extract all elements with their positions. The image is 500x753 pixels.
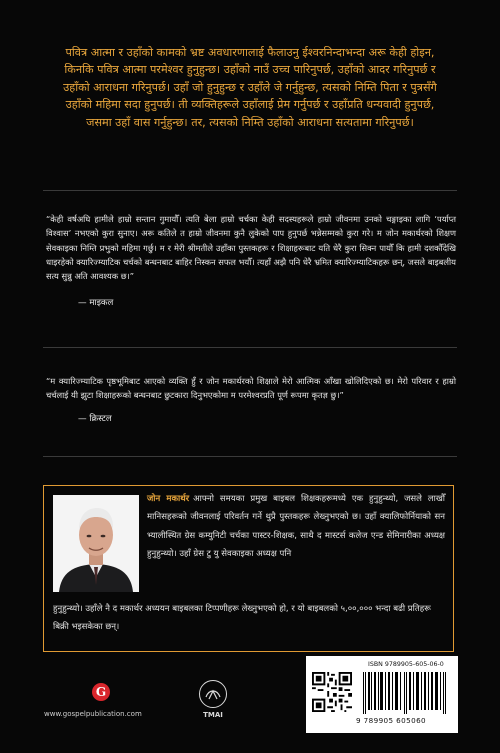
- author-bio-bottom: हुनुहुन्थ्यो। उहाँले नै द मकार्थर अध्ययन बाइबलका टिप्पणीहरू लेख्नुभएको हो, र यो बाइबलको ५,००,००० भन्दा बढी प्रतिहरू बिक्री भइसकेका छन्।: [53, 604, 431, 633]
- testimonial-quote: “म क्यारिज्म्याटिक पृष्ठभूमिबाट आएको व्यक्ति हुँ र जोन मकार्थरको शिक्षाले मेरो आत्मिक आँखा खोलिदिएको छ। मेरो परिवार र हाम्रो चर्चलाई यी झुटा शिक्षाहरूको बन्धनबाट छुटकारा दिनुभएकोमा म परमेश्वरप्रति पूर्ण रूपमा कृतज्ञ छु।”: [46, 376, 456, 401]
- testimonial-author: — क्रिस्टल: [78, 414, 112, 424]
- testimonial-quote: “केही वर्षअघि हामीले हाम्रो सन्तान गुमायौँ। त्यति बेला हाम्रो चर्चका केही सदस्यहरूले हाम्रो जीवनमा उनको चङ्गाइका लागि ‘पर्याप्त विश्वास’ नभएको कुरा सुनाए। अरू कतिले त हाम्रो जीवनमा कुनै लुकेको पाप हुनुपर्छ भन्नेसम्मको कुरा गरे। म जोन मकार्थरको शिक्षण सेवकाइका निम्ति प्रभुको महिमा गर्छु। म र मेरी श्रीमतीले उहाँका पुस्तकहरू र शिक्षाहरूबाट यति धेरै कुरा सिक्न पायौँ कि हामी दशकौँदेखि धाइरहेको क्यारिज्म्याटिक चर्चको बन्धनबाट बाहिर निस्कन सफल भयौँ। त्यहाँ अझै पनि धेरै भ्रमित क्यारिज्म्याटिकहरू छन्, जसले बाइबलीय सत्य सुन्नु अति आवश्यक छ।”: [46, 214, 456, 282]
- author-name: जोन मकार्थर: [147, 494, 190, 504]
- testimonial-author: — माइकल: [78, 298, 114, 308]
- barcode-icon: [361, 672, 451, 714]
- tmai-logo-icon: [199, 680, 227, 708]
- author-bio-text: आफ्नो समयका प्रमुख बाइबल शिक्षकहरूमध्ये एक हुनुहुन्थ्यो, जसले लाखौँ मानिसहरूको जीवनलाई परिवर्तन गर्ने थुप्रै पुस्तकहरू लेख्नुभएको छ। उहाँ क्यालिफोर्नियाको सन भ्यालीस्थित ग्रेस कम्युनिटी चर्चका पास्टर-शिक्षक, साथै द मास्टर्स कलेज एन्ड सेमिनारीका अध्यक्ष हुनुहुन्थ्यो। उहाँ ग्रेस टु यु सेवकाइका अध्यक्ष पनि: [147, 494, 445, 559]
- publisher-logo-icon: G: [92, 683, 110, 701]
- divider: [43, 190, 457, 191]
- author-bio-top: [147, 490, 445, 563]
- tmai-label: TMAI: [203, 711, 223, 719]
- divider: [43, 456, 457, 457]
- author-photo: [53, 495, 139, 592]
- publisher-website: www.gospelpublication.com: [44, 710, 142, 718]
- divider: [43, 347, 457, 348]
- barcode-number: 9 789905 605060: [356, 716, 427, 725]
- isbn-text: ISBN 9789905-605-06-0: [368, 661, 444, 668]
- qr-code-icon: [312, 672, 352, 712]
- intro-paragraph: पवित्र आत्मा र उहाँको कामको भ्रष्ट अवधारणालाई फैलाउनु ईश्वरनिन्दाभन्दा अरू केही होइन, किनकि पवित्र आत्मा परमेश्वर हुनुहुन्छ। उहाँको नाउँ उच्च पारिनुपर्छ, उहाँको आदर गरिनुपर्छ र उहाँको आराधना गरिनुपर्छ। उहाँ जो हुनुहुन्छ र उहाँले जे गर्नुहुन्छ, त्यसको निम्ति पिता र पुत्रसँगै उहाँको महिमा सदा हुनुपर्छ। ती व्यक्तिहरूले उहाँलाई प्रेम गर्नुपर्छ र उहाँप्रति धन्यवादी हुनुपर्छ, जसमा उहाँ वास गर्नुहुन्छ। तर, त्यसको निम्ति उहाँको आराधना सत्यतामा गरिनुपर्छ।: [63, 46, 437, 129]
